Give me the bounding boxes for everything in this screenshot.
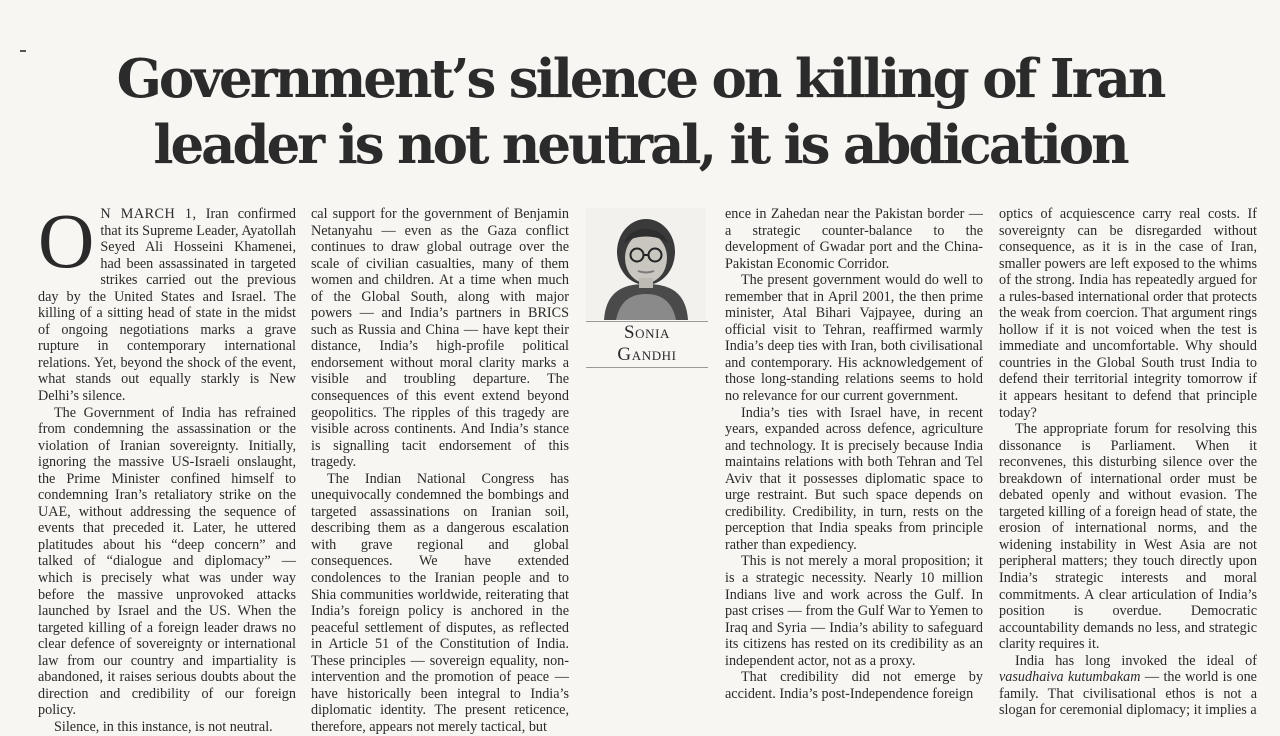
paragraph: This is not merely a moral proposition; it is a strategic necessity. Nearly 10 million Indians live and work across the Gulf. In past crises — from the Gulf War to Yemen to Iraq and Syria — India’s ability to safeguard its citizens has rested on its credibility as an independent actor, not as a proxy. — [725, 553, 983, 669]
paragraph — [999, 653, 1257, 719]
author-first-name: Sonia — [623, 322, 671, 343]
paragraph: cal support for the government of Benjamin Netanyahu — even as the Gaza conflict continues to draw global outrage over the scale of civilian casualties, many of them women and children. At a time when much of the Global South, along with major powers — and India’s partners in BRICS such as Russia and China — have kept their distance, India’s high-profile political endorsement without moral clarity marks a visible and troubling departure. The consequences of this event extend beyond geopolitics. The ripples of this tragedy are visible across continents. And India’s stance is signalling tacit endorsement of this tragedy. — [311, 206, 569, 471]
headline-line-2: leader is not neutral, it is abdication — [153, 114, 1127, 176]
paragraph: That credibility did not emerge by accident. India’s post-Independence foreign — [725, 669, 983, 702]
author-rule-bottom — [586, 367, 708, 368]
paragraph: ence in Zahedan near the Pakistan border — a strategic counter-balance to the development of Gwadar port and the China-Pakistan Economic Corridor. — [725, 206, 983, 272]
paragraph: India’s ties with Israel have, in recent years, expanded across defence, agriculture and technology. It is precisely because India maintains relations with both Tehran and Tel Aviv that it possesses diplomatic space to urge restraint. But such space depends on credibility. Credibility, in turn, rests on the perception that India speaks from principle rather than expediency. — [725, 404, 983, 553]
paragraph: The present government would do well to remember that in April 2001, the then prime minister, Atal Bihari Vajpayee, during an official visit to Tehran, reaffirmed warmly India’s deep ties with Iran, both civilisational and contemporary. His acknowledgement of those long-standing relations seems to hold no relevance for our current government. — [725, 272, 983, 405]
headline — [20, 46, 1260, 178]
article-column-4 — [999, 206, 1257, 720]
author-byline — [586, 208, 708, 368]
lead-in: N MARCH 1, — [100, 206, 197, 222]
paragraph-text: — the world is one family. That civilisational ethos is not a slogan for ceremonial diplomacy; it implies a — [999, 669, 1257, 719]
article-column-2 — [311, 206, 569, 735]
paragraph: optics of acquiescence carry real costs. If sovereignty can be disregarded without consequence, as it is in the case of Iran, smaller powers are left exposed to the whims of the strong. India has repeatedly argued for a rules-based international order that protects the weak from coercion. That argument rings hollow if it is not voiced when the test is immediate and uncomfortable. Why should countries in the Global South trust India to defend their territorial integrity tomorrow if it appears hesitant to defend that principle today? — [999, 206, 1257, 421]
author-last-name: Gandhi — [617, 344, 677, 365]
paragraph: The appropriate forum for resolving this dissonance is Parliament. When it reconvenes, this disturbing silence over the breakdown of international order must be debated openly and without evasion. The targeted killing of a foreign head of state, the erosion of international norms, and the widening instability in West Asia are not peripheral matters; they touch directly upon India’s strategic interests and moral commitments. A clear articulation of India’s position is overdue. Democratic accountability demands no less, and strategic clarity requires it. — [999, 421, 1257, 653]
drop-cap: O — [38, 197, 95, 284]
paragraph: The Indian National Congress has unequivocally condemned the bombings and targeted assassinations on Iranian soil, describing them as a dangerous escalation with grave regional and global consequences. We have extended condolences to the Iranian people and to Shia communities worldwide, reiterating that India’s foreign policy is anchored in the peaceful settlement of disputes, as reflected in Article 51 of the Constitution of India. These principles — sovereign equality, non-intervention and the promotion of peace — have historically been integral to India’s diplomatic identity. The present reticence, therefore, appears not merely tactical, but — [311, 470, 569, 735]
paragraph: The Government of India has refrained from condemning the assassination or the violation of Iranian sovereignty. Initially, ignoring the massive US-Israeli onslaught, the Prime Minister confined himself to condemning Iran’s retaliatory strike on the UAE, without addressing the sequence of events that preceded it. Later, he uttered platitudes about his “deep concern” and talked of “dialogue and diplomacy” — which is precisely what was under way before the massive unprovoked attacks launched by Israel and the US. When the targeted killing of a foreign leader draws no clear defence of sovereignty or international law from our country and impartiality is abandoned, it raises serious doubts about the direction and credibility of our foreign policy. — [38, 404, 296, 719]
paragraph-text: Iran confirmed that its Supreme Leader, Ayatollah Seyed Ali Hosseini Khamenei, had been assassinated in targeted strikes carried out the previous day by the United States and Israel. The killing of a sitting head of state in the midst of ongoing negotiations marks a grave rupture in contemporary international relations. Yet, beyond the shock of the event, what stands out equally starkly is New Delhi’s silence. — [38, 206, 297, 405]
author-portrait-icon — [586, 208, 706, 320]
italic-phrase: vasudhaiva kutumbakam — [999, 669, 1141, 686]
headline-line-1: Government’s silence on killing of Iran — [116, 48, 1164, 110]
article-column-1 — [38, 197, 297, 735]
paragraph — [38, 197, 297, 405]
paragraph-text: India has long invoked the ideal of — [1015, 652, 1257, 669]
paragraph: Silence, in this instance, is not neutral. — [54, 718, 273, 735]
article-column-3 — [725, 206, 983, 720]
